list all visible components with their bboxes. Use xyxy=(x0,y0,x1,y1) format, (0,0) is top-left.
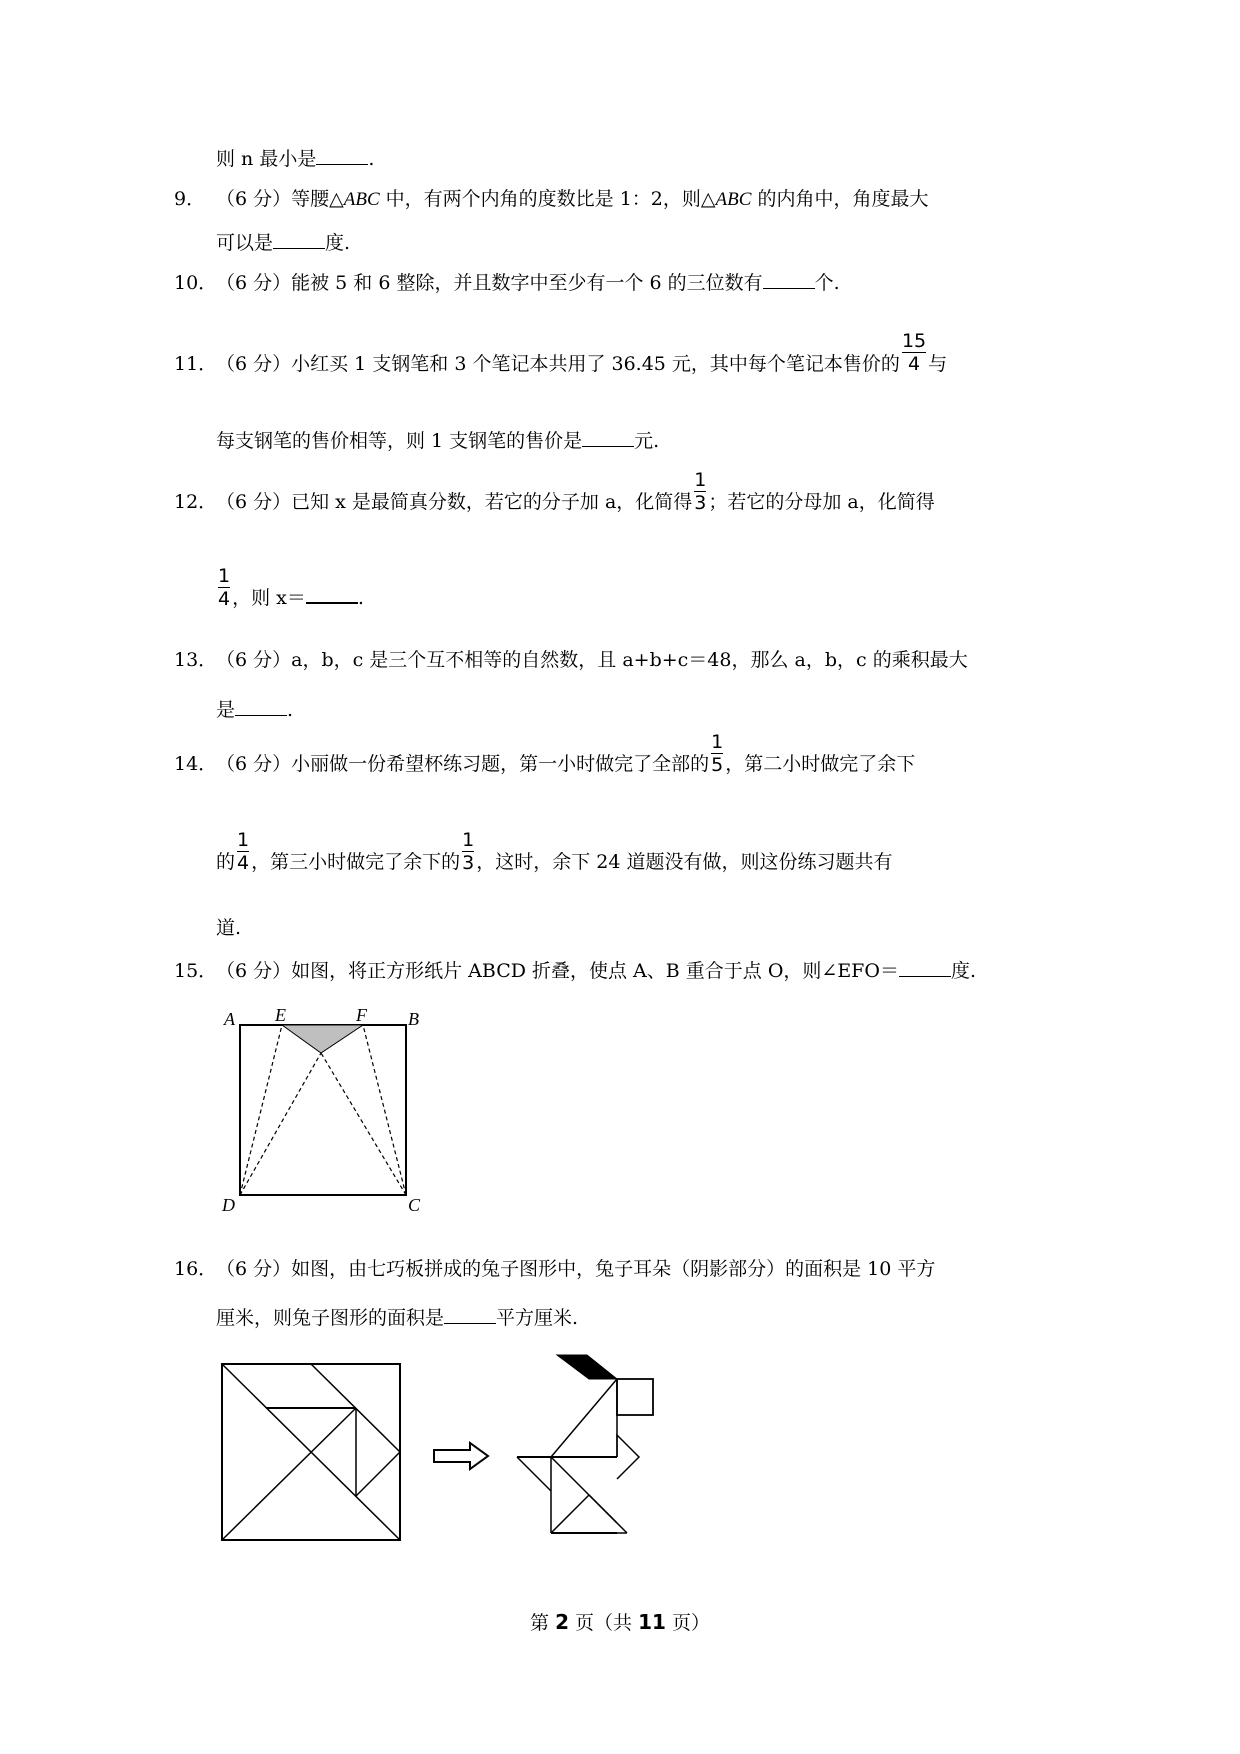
q11-fraction xyxy=(902,330,926,375)
q8-tail-end: . xyxy=(368,148,375,170)
q13-text-b: 是 xyxy=(216,699,236,721)
q9-abc: ABC xyxy=(343,189,380,210)
q11-line2 xyxy=(216,428,659,453)
rabbit-ear-shaded xyxy=(557,1355,617,1379)
answer-blank[interactable] xyxy=(444,1305,496,1324)
q14-text-f: 道. xyxy=(216,917,242,939)
q11-line1 xyxy=(174,329,948,376)
q14-text-e: ，这时，余下 24 道题没有做，则这份练习题共有 xyxy=(476,851,893,873)
tangram-edge-4 xyxy=(356,1452,400,1496)
answer-blank[interactable] xyxy=(306,584,358,604)
rabbit-figure xyxy=(515,1345,665,1545)
q9-text-end: 度. xyxy=(325,232,351,254)
q15-line xyxy=(174,958,976,983)
q16-line2 xyxy=(216,1305,578,1330)
q12-text-end: . xyxy=(357,587,364,609)
footer-pre: 第 xyxy=(530,1612,556,1634)
q9-text-d: 可以是 xyxy=(216,232,274,254)
rabbit-head xyxy=(617,1379,653,1415)
q14-text-b: ，第二小时做完了余下 xyxy=(725,753,916,775)
q11-text-end: 元. xyxy=(634,430,660,452)
fraction-denominator: 4 xyxy=(218,587,231,610)
q9-text-a: （6 分）等腰△ xyxy=(216,188,344,210)
footer-page-number: 2 xyxy=(555,1610,569,1634)
label-d: D xyxy=(222,1195,235,1215)
q14-fraction-3 xyxy=(462,829,474,874)
q9-number: 9． xyxy=(174,188,206,210)
q10-number: 10． xyxy=(174,272,218,294)
q11-number: 11． xyxy=(174,353,218,375)
q9-line1 xyxy=(174,187,928,212)
q11-text-c: 每支钢笔的售价相等，则 1 支钢笔的售价是 xyxy=(216,430,583,452)
q12-text-a: （6 分）已知 x 是最简真分数，若它的分子加 a，化简得 xyxy=(216,491,693,513)
q14-fraction-2 xyxy=(237,829,249,874)
q14-line3 xyxy=(216,916,241,940)
q16-text-b: 厘米，则兔子图形的面积是 xyxy=(216,1307,445,1329)
tangram-diagonal-2 xyxy=(222,1408,356,1540)
q15-number: 15． xyxy=(174,960,218,982)
rabbit-tail xyxy=(617,1435,639,1479)
fold-line-do xyxy=(240,1053,321,1195)
footer-mid: 页（共 xyxy=(568,1612,639,1634)
label-a: A xyxy=(224,1009,235,1029)
q12-fraction-2 xyxy=(218,565,230,610)
rabbit-front-foot xyxy=(589,1495,627,1533)
q13-line1 xyxy=(174,648,968,672)
answer-blank[interactable] xyxy=(273,230,325,249)
label-e: E xyxy=(275,1005,286,1025)
right-arrow-icon xyxy=(432,1441,492,1471)
q14-text-c: 的 xyxy=(216,851,236,873)
rabbit-back-leg xyxy=(517,1457,551,1491)
q14-text-a: （6 分）小丽做一份希望杯练习题，第一小时做完了全部的 xyxy=(216,753,710,775)
q16-number: 16． xyxy=(174,1258,218,1280)
fold-line-de xyxy=(240,1025,282,1195)
answer-blank[interactable] xyxy=(316,146,368,165)
q8-tail-text: 则 n 最小是 xyxy=(216,148,317,170)
fraction-denominator: 4 xyxy=(237,851,250,874)
fraction-numerator: 1 xyxy=(218,564,231,587)
fraction-denominator: 5 xyxy=(711,753,724,776)
q14-line2 xyxy=(216,828,893,874)
answer-blank[interactable] xyxy=(899,958,951,977)
rabbit-inner-diag-2 xyxy=(551,1495,589,1533)
q9-line2 xyxy=(216,230,350,255)
fraction-denominator: 3 xyxy=(694,491,707,514)
q9-abc-2: ABC xyxy=(715,189,752,210)
rabbit-body-diagonal xyxy=(551,1379,617,1457)
answer-blank[interactable] xyxy=(763,270,815,289)
q10-line xyxy=(174,270,840,295)
square-fold-figure xyxy=(220,1005,440,1220)
fold-line-co xyxy=(321,1053,406,1195)
q16-text-a: （6 分）如图，由七巧板拼成的兔子图形中，兔子耳朵（阴影部分）的面积是 10 平方 xyxy=(216,1258,936,1280)
tangram-square-figure xyxy=(220,1362,404,1544)
page-footer xyxy=(0,1608,1240,1635)
q14-number: 14． xyxy=(174,753,218,775)
q12-text-b: ；若它的分母加 a，化简得 xyxy=(708,491,935,513)
q13-text-a: （6 分）a，b，c 是三个互不相等的自然数，且 a+b+c＝48，那么 a，b，c 的乘积最大 xyxy=(216,649,968,671)
fraction-denominator: 3 xyxy=(462,851,475,874)
q12-text-c: ，则 x＝ xyxy=(232,587,306,609)
footer-post: 页） xyxy=(665,1612,710,1634)
q11-text-a: （6 分）小红买 1 支钢笔和 3 个笔记本共用了 36.45 元，其中每个笔记本售价的 xyxy=(216,353,900,375)
q8-tail xyxy=(216,146,374,171)
q12-number: 12． xyxy=(174,491,218,513)
q12-line2 xyxy=(216,564,364,610)
fraction-numerator: 15 xyxy=(901,329,927,352)
fraction-numerator: 1 xyxy=(237,828,250,851)
label-c: C xyxy=(408,1195,421,1215)
q9-text-c: 的内角中，角度最大 xyxy=(751,188,929,210)
footer-total-pages: 11 xyxy=(638,1610,666,1634)
q13-number: 13． xyxy=(174,649,218,671)
q10-text: （6 分）能被 5 和 6 整除，并且数字中至少有一个 6 的三位数有 xyxy=(216,272,763,294)
fraction-numerator: 1 xyxy=(711,730,724,753)
answer-blank[interactable] xyxy=(582,428,634,447)
fraction-denominator: 4 xyxy=(902,352,926,375)
fraction-numerator: 1 xyxy=(462,828,475,851)
label-b: B xyxy=(408,1009,419,1029)
q14-fraction-1 xyxy=(711,731,723,776)
q9-text-b: 中，有两个内角的度数比是 1：2，则△ xyxy=(379,188,716,210)
q16-line1 xyxy=(174,1257,935,1281)
q14-line1 xyxy=(174,730,916,776)
q12-fraction-1 xyxy=(694,469,706,514)
q15-text: （6 分）如图，将正方形纸片 ABCD 折叠，使点 A、B 重合于点 O，则∠EFO＝ xyxy=(216,960,899,982)
q13-line2 xyxy=(216,697,293,722)
q12-line1 xyxy=(174,468,935,514)
q15-text-end: 度. xyxy=(950,960,976,982)
shaded-triangle xyxy=(282,1025,363,1053)
q14-text-d: ，第三小时做完了余下的 xyxy=(251,851,461,873)
fraction-numerator: 1 xyxy=(694,468,707,491)
answer-blank[interactable] xyxy=(235,697,287,716)
fold-line-cf xyxy=(363,1025,406,1195)
q13-text-end: . xyxy=(287,699,294,721)
q16-text-end: 平方厘米. xyxy=(496,1307,579,1329)
q10-text-end: 个. xyxy=(814,272,840,294)
label-f: F xyxy=(356,1005,367,1025)
q11-text-b: 与 xyxy=(928,353,948,375)
